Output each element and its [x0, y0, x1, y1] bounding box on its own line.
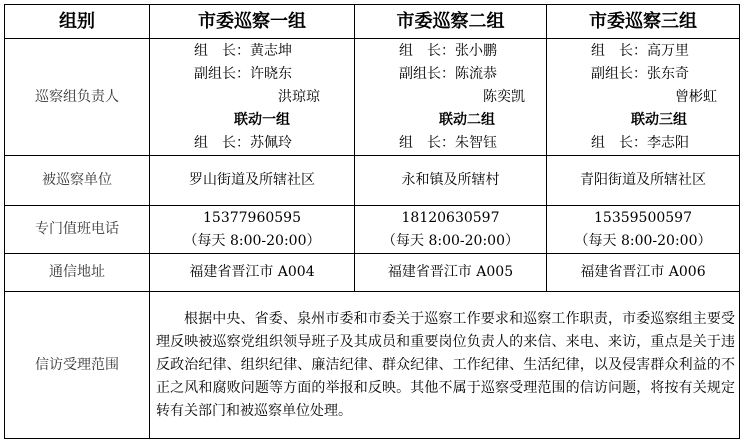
phone-label: 专门值班电话: [5, 206, 150, 254]
deputy-extra: 曾彬虹: [675, 88, 717, 105]
scope-text: 根据中央、省委、泉州市委和市委关于巡察工作要求和巡察工作职责，市委巡察组主要受理反映被巡察党组织领导班子及其成员和重要岗位负责人的来信、来电、来访，重点是关于违反政治纪律、组织纪律、廉洁纪律、群众纪律、工作纪律、生活纪律，以及侵害群众利益的不正之风和腐败问题等方面的举报和反映。其他不属于巡察受理范围的信访问题，将按有关规定转有关部门和被巡察单位处理。: [156, 310, 735, 419]
header-row: [5, 5, 740, 39]
joint-group-title: 联动一组: [234, 111, 290, 128]
address-row: [5, 254, 740, 292]
units-label: 被巡察单位: [5, 156, 150, 206]
phone-cell-3: [547, 206, 740, 254]
leaders-label: 巡察组负责人: [5, 39, 150, 156]
scope-label: 信访受理范围: [5, 292, 150, 439]
units-row: [5, 156, 740, 206]
phone-number: 15359500597: [594, 209, 692, 226]
leader-line: 组 长：张小鹏: [399, 42, 497, 59]
phone-hours: （每天 8:00-20:00）: [183, 232, 321, 249]
address-3: 福建省晋江市 A006: [547, 254, 740, 292]
header-group-2: 市委巡察二组: [355, 5, 547, 39]
deputy-line: 副组长：张东奇: [591, 65, 689, 82]
phone-number: 18120630597: [401, 209, 500, 226]
deputy-extra: 洪琼琼: [278, 88, 320, 105]
deputy-line: 副组长：许晓东: [194, 65, 292, 82]
header-group-label: 组别: [5, 5, 150, 39]
joint-leader-line: 组 长：苏佩玲: [194, 134, 292, 151]
address-1: 福建省晋江市 A004: [150, 254, 355, 292]
leader-line: 组 长：高万里: [591, 42, 689, 59]
leaders-cell-3: [547, 39, 740, 156]
leaders-cell-1: [150, 39, 355, 156]
phone-cell-2: [355, 206, 547, 254]
leader-line: 组 长：黄志坤: [194, 42, 292, 59]
deputy-extra: 陈奕凯: [483, 88, 525, 105]
unit-3: 青阳街道及所辖社区: [547, 156, 740, 206]
leaders-cell-2: [355, 39, 547, 156]
scope-cell: [150, 292, 740, 439]
joint-group-title: 联动二组: [439, 111, 495, 128]
unit-1: 罗山街道及所辖社区: [150, 156, 355, 206]
phone-cell-1: [150, 206, 355, 254]
joint-group-title: 联动三组: [631, 111, 687, 128]
header-group-1: 市委巡察一组: [150, 5, 355, 39]
phone-hours: （每天 8:00-20:00）: [382, 232, 519, 249]
scope-row: [5, 292, 740, 439]
leaders-row: [5, 39, 740, 156]
phone-number: 15377960595: [203, 209, 301, 226]
unit-2: 永和镇及所辖村: [355, 156, 547, 206]
deputy-line: 副组长：陈流恭: [399, 65, 497, 82]
joint-leader-line: 组 长：李志阳: [591, 134, 689, 151]
address-2: 福建省晋江市 A005: [355, 254, 547, 292]
inspection-info-table: [4, 4, 740, 439]
phone-hours: （每天 8:00-20:00）: [574, 232, 712, 249]
header-group-3: 市委巡察三组: [547, 5, 740, 39]
phone-row: [5, 206, 740, 254]
address-label: 通信地址: [5, 254, 150, 292]
joint-leader-line: 组 长：朱智钰: [399, 134, 497, 151]
